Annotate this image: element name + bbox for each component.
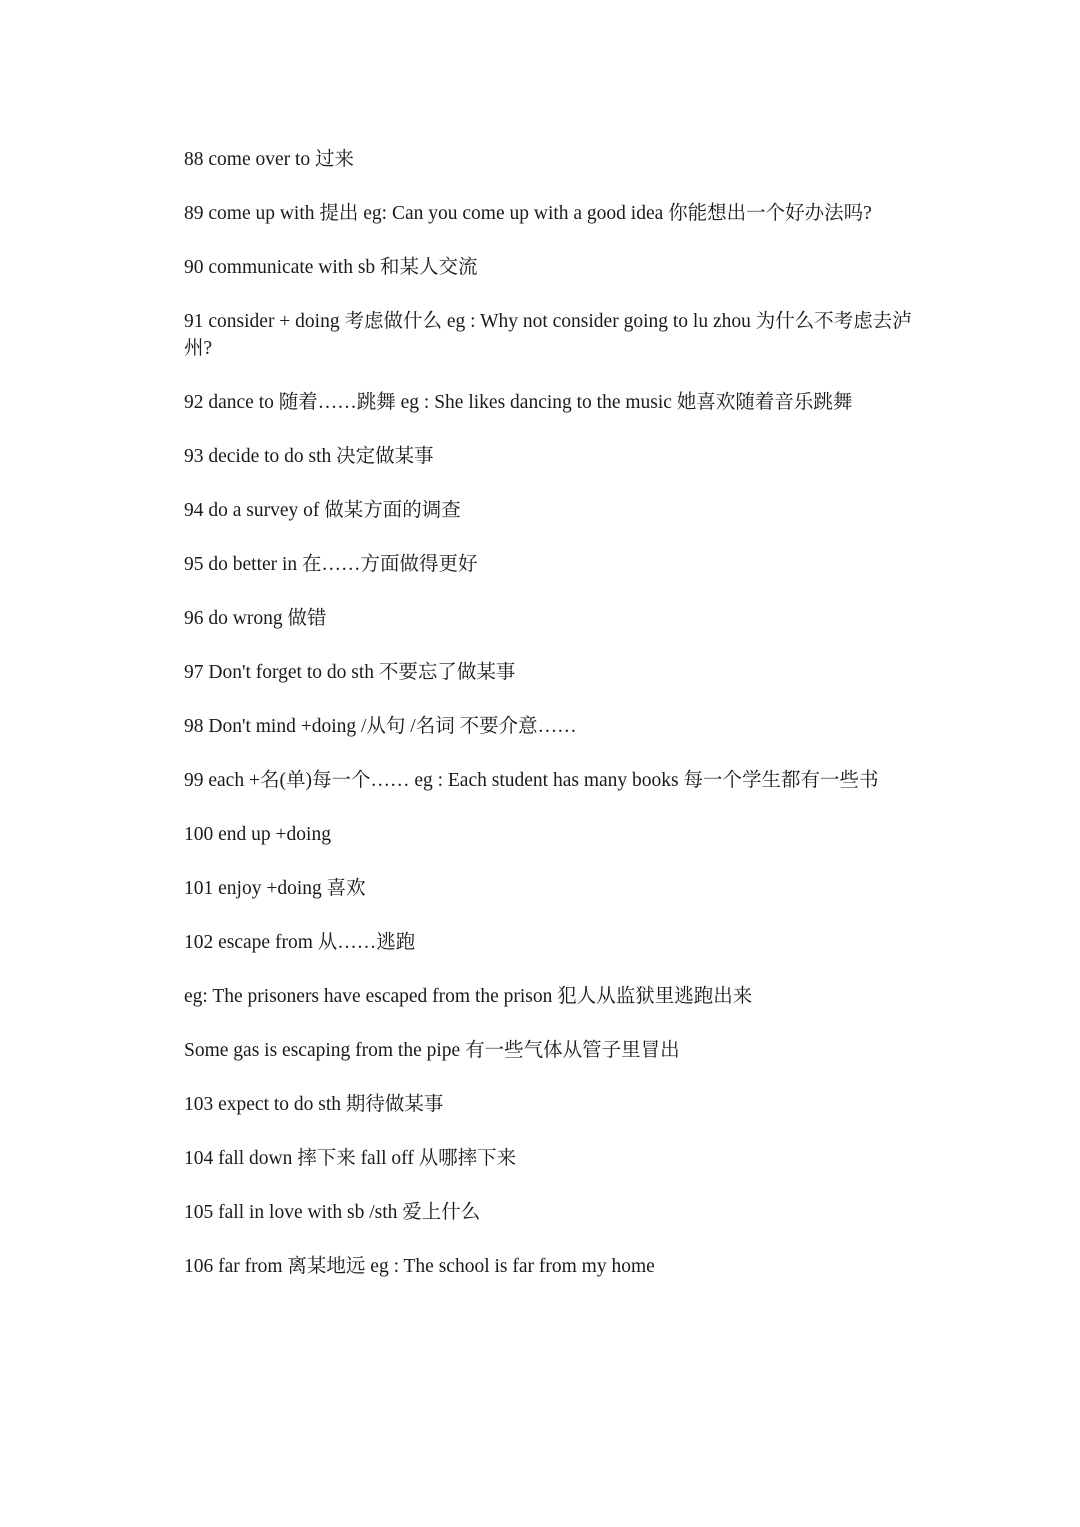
phrase-entry-91: 91 consider + doing 考虑做什么 eg : Why not consider going to lu zhou 为什么不考虑去泸州?	[184, 311, 912, 359]
phrase-entry-100: 100 end up +doing	[184, 824, 331, 845]
phrase-entry-102: 102 escape from 从……逃跑	[184, 932, 416, 953]
phrase-entry-95: 95 do better in 在……方面做得更好	[184, 554, 478, 575]
example-sentence: eg: The prisoners have escaped from the prison 犯人从监狱里逃跑出来	[184, 986, 753, 1007]
phrase-entry-97: 97 Don't forget to do sth 不要忘了做某事	[184, 662, 516, 683]
phrase-entry-98: 98 Don't mind +doing /从句 /名词 不要介意……	[184, 716, 577, 737]
phrase-entry-96: 96 do wrong 做错	[184, 608, 327, 629]
phrase-entry-88: 88 come over to 过来	[184, 149, 355, 170]
phrase-entry-94: 94 do a survey of 做某方面的调查	[184, 500, 461, 521]
phrase-entry-104: 104 fall down 摔下来 fall off 从哪摔下来	[184, 1148, 517, 1169]
phrase-entry-89: 89 come up with 提出 eg: Can you come up with a good idea 你能想出一个好办法吗?	[184, 203, 872, 224]
example-sentence: Some gas is escaping from the pipe 有一些气体从管子里冒出	[184, 1040, 680, 1061]
phrase-entry-90: 90 communicate with sb 和某人交流	[184, 257, 478, 278]
phrase-entry-105: 105 fall in love with sb /sth 爱上什么	[184, 1202, 481, 1223]
phrase-list	[184, 146, 919, 1307]
phrase-entry-101: 101 enjoy +doing 喜欢	[184, 878, 366, 899]
phrase-entry-103: 103 expect to do sth 期待做某事	[184, 1094, 444, 1115]
phrase-entry-106: 106 far from 离某地远 eg : The school is far from my home	[184, 1256, 655, 1277]
phrase-entry-99: 99 each +名(单)每一个…… eg : Each student has many books 每一个学生都有一些书	[184, 770, 879, 791]
phrase-entry-93: 93 decide to do sth 决定做某事	[184, 446, 434, 467]
phrase-entry-92: 92 dance to 随着……跳舞 eg : She likes dancing to the music 她喜欢随着音乐跳舞	[184, 392, 853, 413]
